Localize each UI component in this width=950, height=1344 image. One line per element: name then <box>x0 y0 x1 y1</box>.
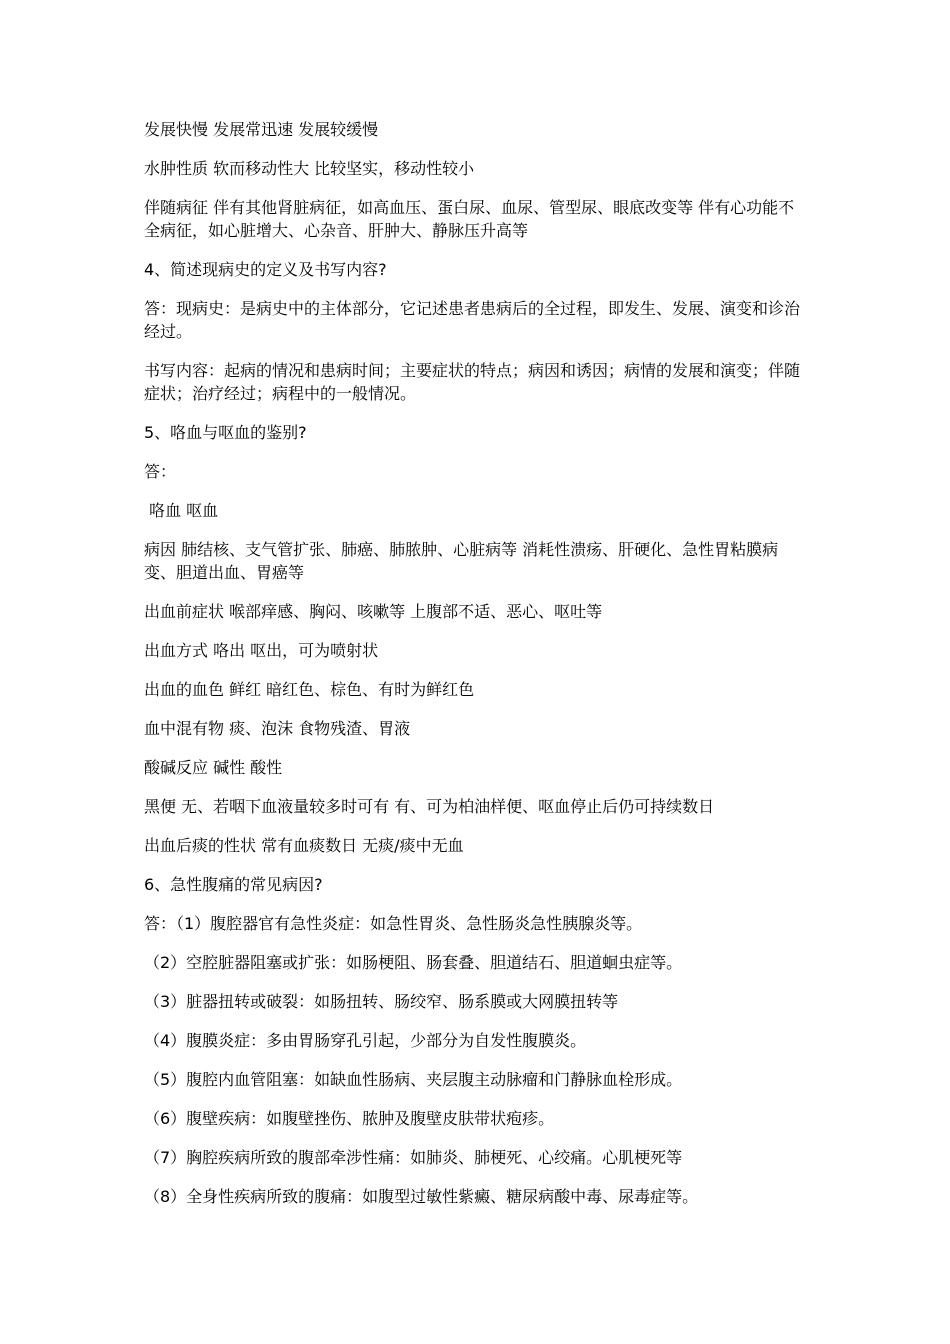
answer-6-item-1: 答：（1）腹腔器官有急性炎症：如急性胃炎、急性肠炎急性胰腺炎等。 <box>144 914 643 933</box>
question-6-heading: 6、急性腹痛的常见病因? <box>144 875 323 894</box>
comparison-row-ph: 酸碱反应 碱性 酸性 <box>144 758 283 777</box>
comparison-row-sputum: 出血后痰的性状 常有血痰数日 无痰/痰中无血 <box>144 836 464 855</box>
comparison-row-color: 出血的血色 鲜红 暗红色、棕色、有时为鲜红色 <box>144 680 475 699</box>
answer-6-item-4: （4）腹膜炎症：多由胃肠穿孔引起，少部分为自发性腹膜炎。 <box>144 1031 587 1050</box>
answer-5-label: 答： <box>144 462 177 481</box>
document-body <box>144 118 808 1208</box>
question-5-heading: 5、咯血与呕血的鉴别? <box>144 423 307 442</box>
comparison-row-cause: 病因 肺结核、支气管扩张、肺癌、肺脓肿、心脏病等 消耗性溃疡、肝硬化、急性胃粘膜病变、胆道出血、胃癌等 <box>144 540 779 582</box>
answer-6-item-3: （3）脏器扭转或破裂：如肠扭转、肠绞窄、肠系膜或大网膜扭转等 <box>144 992 619 1011</box>
answer-4-definition: 答：现病史：是病史中的主体部分，它记述患者患病后的全过程，即发生、发展、演变和诊治经过。 <box>144 299 801 341</box>
answer-6-item-8: （8）全身性疾病所致的腹痛：如腹型过敏性紫癜、糖尿病酸中毒、尿毒症等。 <box>144 1187 699 1206</box>
comparison-row-pre-symptoms: 出血前症状 喉部痒感、胸闷、咳嗽等 上腹部不适、恶心、呕吐等 <box>144 602 603 621</box>
comparison-header-row: 咯血 呕血 <box>144 501 219 520</box>
comparison-row-mixture: 血中混有物 痰、泡沫 食物残渣、胃液 <box>144 719 411 738</box>
answer-6-item-2: （2）空腔脏器阻塞或扩张：如肠梗阻、肠套叠、胆道结石、胆道蛔虫症等。 <box>144 953 683 972</box>
answer-4-content: 书写内容：起病的情况和患病时间；主要症状的特点；病因和诱因；病情的发展和演变；伴随症状；治疗经过；病程中的一般情况。 <box>144 361 801 403</box>
edema-accompanying-row: 伴随病征 伴有其他肾脏病征，如高血压、蛋白尿、血尿、管型尿、眼底改变等 伴有心功能不全病征，如心脏增大、心杂音、肝肿大、静脉压升高等 <box>144 198 795 240</box>
answer-6-item-6: （6）腹壁疾病：如腹壁挫伤、脓肿及腹壁皮肤带状疱疹。 <box>144 1109 555 1128</box>
edema-speed-row: 发展快慢 发展常迅速 发展较缓慢 <box>144 120 379 139</box>
question-4-heading: 4、简述现病史的定义及书写内容? <box>144 260 387 279</box>
answer-6-item-5: （5）腹腔内血管阻塞：如缺血性肠病、夹层腹主动脉瘤和门静脉血栓形成。 <box>144 1070 683 1089</box>
comparison-row-method: 出血方式 咯出 呕出，可为喷射状 <box>144 641 379 660</box>
edema-nature-row: 水肿性质 软而移动性大 比较坚实，移动性较小 <box>144 159 475 178</box>
answer-6-item-7: （7）胸腔疾病所致的腹部牵涉性痛：如肺炎、肺梗死、心绞痛。心肌梗死等 <box>144 1148 683 1167</box>
comparison-row-melena: 黑便 无、若咽下血液量较多时可有 有、可为柏油样便、呕血停止后仍可持续数日 <box>144 797 715 816</box>
